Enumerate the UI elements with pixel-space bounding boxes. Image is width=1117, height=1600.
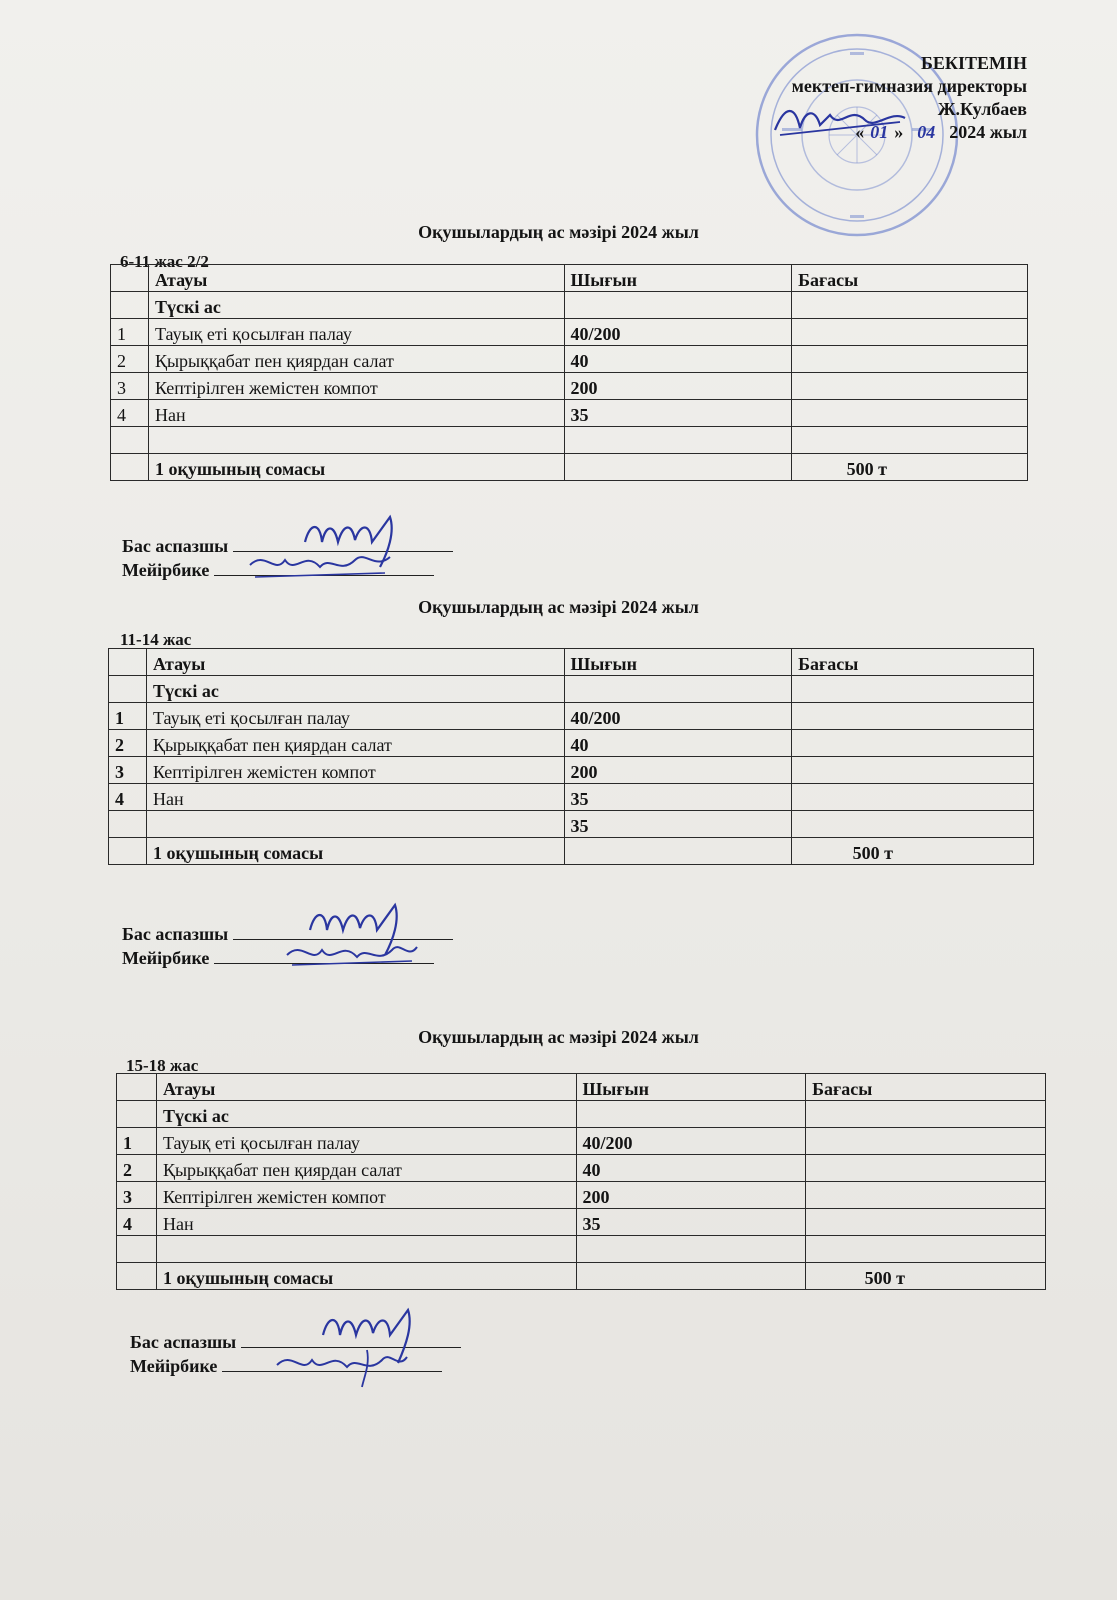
meal-row: Түскі ас bbox=[117, 1101, 1046, 1128]
menu-2-age: 11-14 жас bbox=[120, 630, 192, 649]
meal-row: Түскі ас bbox=[111, 292, 1028, 319]
total-row: 1 оқушының сомасы 500 т bbox=[111, 454, 1028, 481]
nurse-signature bbox=[245, 545, 395, 585]
approval-position: мектеп-гимназия директоры bbox=[791, 76, 1027, 96]
chef-label: Бас аспазшы bbox=[130, 1332, 237, 1352]
menu-2-table bbox=[108, 648, 1034, 865]
table-header-row: Атауы Шығын Бағасы bbox=[111, 265, 1028, 292]
chef-label: Бас аспазшы bbox=[122, 536, 229, 556]
menu-3-table bbox=[116, 1073, 1046, 1290]
menu-1-title: Оқушылардың ас мәзірі 2024 жыл bbox=[418, 222, 699, 242]
chef-label: Бас аспазшы bbox=[122, 924, 229, 944]
total-row: 1 оқушының сомасы 500 т bbox=[109, 838, 1034, 865]
nurse-label: Мейірбике bbox=[122, 948, 210, 968]
menu-2-title: Оқушылардың ас мәзірі 2024 жыл bbox=[418, 597, 699, 617]
table-row: 35 bbox=[109, 811, 1034, 838]
nurse-signature bbox=[282, 935, 422, 973]
table-row: 4 Нан 35 bbox=[117, 1209, 1046, 1236]
director-signature bbox=[770, 100, 910, 145]
approval-date-day: 01 bbox=[870, 122, 889, 142]
table-row: 1 Тауық еті қосылған палау 40/200 bbox=[109, 703, 1034, 730]
approval-date: « 01 » 04 2024 жыл bbox=[855, 122, 1027, 142]
table-header-row: Атауы Шығын Бағасы bbox=[109, 649, 1034, 676]
table-row: 4 Нан 35 bbox=[111, 400, 1028, 427]
table-row: 1 Тауық еті қосылған палау 40/200 bbox=[111, 319, 1028, 346]
table-header-row: Атауы Шығын Бағасы bbox=[117, 1074, 1046, 1101]
table-row: 4 Нан 35 bbox=[109, 784, 1034, 811]
nurse-signature bbox=[272, 1345, 412, 1390]
table-row: 2 Қырыққабат пен қиярдан салат 40 bbox=[117, 1155, 1046, 1182]
table-row: 2 Қырыққабат пен қиярдан салат 40 bbox=[109, 730, 1034, 757]
table-row: 3 Кептірілген жемістен компот 200 bbox=[117, 1182, 1046, 1209]
meal-row: Түскі ас bbox=[109, 676, 1034, 703]
table-row bbox=[117, 1236, 1046, 1263]
menu-3-age: 15-18 жас bbox=[126, 1056, 199, 1075]
table-row: 1 Тауық еті қосылған палау 40/200 bbox=[117, 1128, 1046, 1155]
approval-title: БЕКІТЕМІН bbox=[921, 53, 1027, 73]
approval-name: Ж.Кулбаев bbox=[937, 99, 1027, 119]
table-row: 3 Кептірілген жемістен компот 200 bbox=[111, 373, 1028, 400]
total-row: 1 оқушының сомасы 500 т bbox=[117, 1263, 1046, 1290]
menu-3-title: Оқушылардың ас мәзірі 2024 жыл bbox=[418, 1027, 699, 1047]
table-row bbox=[111, 427, 1028, 454]
menu-1-table bbox=[110, 264, 1028, 481]
table-row: 2 Қырыққабат пен қиярдан салат 40 bbox=[111, 346, 1028, 373]
nurse-label: Мейірбике bbox=[130, 1356, 218, 1376]
nurse-label: Мейірбике bbox=[122, 560, 210, 580]
approval-date-month: 04 bbox=[917, 122, 936, 142]
menu-1-age: 6-11 жас 2/2 bbox=[120, 252, 209, 271]
table-row: 3 Кептірілген жемістен компот 200 bbox=[109, 757, 1034, 784]
